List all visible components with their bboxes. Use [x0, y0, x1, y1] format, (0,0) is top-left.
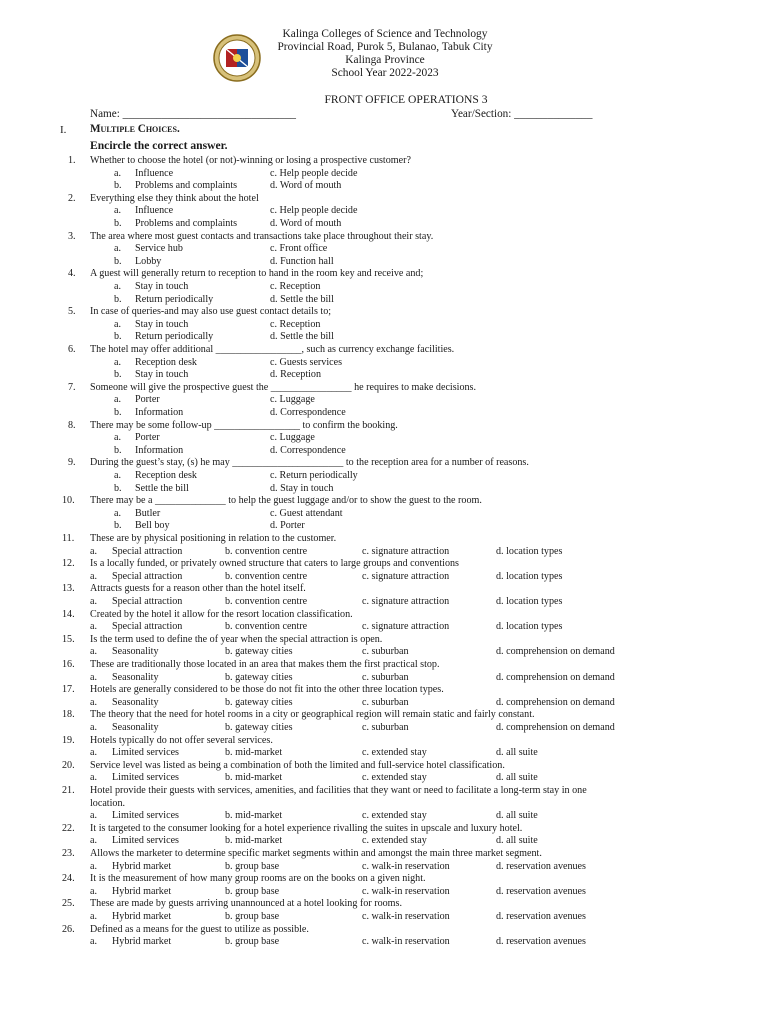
option-text: b. convention centre	[225, 545, 308, 557]
question-text: These are by physical positioning in relation to the customer.	[90, 533, 337, 544]
option-text: Information	[135, 444, 184, 456]
option-text: Porter	[135, 432, 160, 444]
option-letter: a.	[90, 810, 98, 822]
option-text: c. extended stay	[362, 810, 427, 822]
question-number: 19.	[62, 734, 75, 746]
option-text: b. gateway cities	[225, 722, 293, 733]
option-text: Influence	[135, 205, 174, 217]
option-text: c. signature attraction	[362, 570, 450, 582]
option-letter: a.	[114, 432, 122, 444]
option-text: Limited services	[112, 747, 179, 759]
question-number: 14.	[62, 608, 75, 620]
option-text: Limited services	[112, 810, 179, 822]
option-text: b. convention centre	[225, 621, 308, 633]
option-text: d. reservation avenues	[496, 911, 586, 922]
question-text: In case of queries-and may also use guest contact details to;	[90, 306, 332, 318]
question-number: 11.	[62, 533, 75, 544]
option-letter: a.	[90, 545, 98, 557]
option-letter: a.	[90, 646, 98, 658]
option-text: d. comprehension on demand	[496, 671, 615, 683]
option-text: d. Word of mouth	[270, 180, 342, 192]
question-number: 26.	[62, 923, 75, 935]
option-letter: a.	[90, 696, 98, 708]
question-number: 2.	[68, 192, 76, 204]
option-text: b. mid-market	[225, 810, 283, 822]
option-letter: b.	[114, 369, 122, 381]
question-text: Is the term used to define the of year when the special attraction is open.	[90, 633, 383, 645]
option-text: c. suburban	[362, 646, 409, 658]
option-text: c. Luggage	[270, 432, 315, 444]
instruction-text: Encircle the correct answer.	[90, 139, 228, 152]
option-text: b. gateway cities	[225, 696, 293, 708]
question-text: Is a locally funded, or privately owned structure that caters to large groups and conventions	[90, 558, 459, 570]
option-text: b. group base	[225, 936, 280, 948]
option-text: b. group base	[225, 911, 280, 922]
option-text: Problems and complaints	[135, 180, 238, 192]
option-text: c. walk-in reservation	[362, 911, 450, 922]
option-text: Return periodically	[135, 293, 214, 305]
option-text: Information	[135, 407, 184, 418]
question-text: Hotel provide their guests with services, amenities, and facilities that they want or need to facilitate a long-term stay in one	[90, 785, 587, 796]
option-letter: a.	[90, 835, 98, 847]
question-number: 25.	[62, 898, 75, 910]
option-letter: a.	[114, 318, 122, 330]
option-text: Butler	[135, 507, 161, 519]
year-section-field[interactable]: Year/Section: ______________	[451, 108, 593, 120]
question-text: Service level was listed as being a combination of both the limited and full-service hotel classification.	[90, 759, 505, 771]
option-text: c. Help people decide	[270, 167, 358, 179]
option-text: Limited services	[112, 772, 179, 784]
option-text: d. comprehension on demand	[496, 696, 615, 708]
option-text: Seasonality	[112, 646, 159, 658]
question-text: location.	[90, 797, 126, 809]
option-text: d. Correspondence	[270, 444, 346, 456]
question-text: During the guest’s stay, (s) he may ______________________ to the reception area for a number of reasons.	[90, 457, 529, 469]
option-text: Reception desk	[135, 470, 197, 481]
option-letter: a.	[90, 936, 98, 948]
option-text: c. suburban	[362, 671, 409, 683]
option-text: d. location types	[496, 596, 563, 607]
option-text: Return periodically	[135, 331, 214, 343]
question-text: Hotels are generally considered to be those do not fit into the other three location types.	[90, 684, 444, 696]
option-text: c. extended stay	[362, 772, 427, 784]
option-letter: a.	[90, 671, 98, 683]
question-number: 13.	[62, 583, 75, 595]
option-text: Special attraction	[112, 621, 183, 633]
option-text: d. comprehension on demand	[496, 646, 615, 658]
option-letter: a.	[114, 167, 122, 179]
option-text: d. comprehension on demand	[496, 722, 615, 733]
option-text: Hybrid market	[112, 885, 172, 897]
question-number: 23.	[62, 848, 75, 859]
option-text: d. Settle the bill	[270, 293, 334, 305]
option-text: Reception desk	[135, 356, 197, 368]
option-text: b. gateway cities	[225, 646, 293, 658]
question-text: There may be a ______________ to help the guest luggage and/or to show the guest to the room.	[90, 495, 482, 507]
question-number: 12.	[62, 558, 75, 570]
option-text: c. suburban	[362, 696, 409, 708]
option-letter: a.	[114, 205, 122, 217]
option-text: c. Reception	[270, 318, 321, 330]
option-text: c. Reception	[270, 281, 321, 292]
option-text: Stay in touch	[135, 281, 189, 292]
question-text: Whether to choose the hotel (or not)-winning or losing a prospective customer?	[90, 155, 411, 166]
option-text: d. all suite	[496, 810, 538, 822]
option-text: Hybrid market	[112, 911, 172, 922]
option-text: Problems and complaints	[135, 218, 238, 229]
section-title: Multiple Choices.	[90, 123, 180, 135]
option-letter: b.	[114, 482, 122, 494]
question-text: Hotels typically do not offer several services.	[90, 734, 273, 746]
option-letter: a.	[114, 394, 122, 406]
question-text: Everything else they think about the hotel	[90, 192, 259, 204]
option-letter: a.	[90, 860, 98, 872]
option-text: d. location types	[496, 570, 563, 582]
option-letter: a.	[114, 281, 122, 292]
option-text: b. group base	[225, 860, 280, 872]
option-text: c. signature attraction	[362, 596, 450, 607]
option-letter: b.	[114, 520, 122, 532]
question-number: 6.	[68, 344, 76, 355]
option-text: b. mid-market	[225, 772, 283, 784]
document-header	[0, 28, 768, 88]
question-text: The hotel may offer additional _________________, such as currency exchange facilities.	[90, 344, 455, 355]
option-letter: b.	[114, 293, 122, 305]
option-letter: a.	[90, 911, 98, 922]
school-info	[240, 28, 530, 80]
question-text: Defined as a means for the guest to utilize as possible.	[90, 923, 309, 935]
question-number: 15.	[62, 633, 75, 645]
option-text: c. walk-in reservation	[362, 860, 450, 872]
question-number: 10.	[62, 495, 75, 507]
option-text: b. convention centre	[225, 570, 308, 582]
option-text: c. Help people decide	[270, 205, 358, 217]
option-letter: a.	[90, 570, 98, 582]
option-letter: b.	[114, 444, 122, 456]
question-text: The theory that the need for hotel rooms in a city or geographical region will remain static and fairly constant.	[90, 709, 535, 721]
question-number: 5.	[68, 306, 76, 318]
question-text: Allows the marketer to determine specific market segments within and amongst the main three market segment.	[90, 848, 542, 859]
option-letter: a.	[114, 356, 122, 368]
question-number: 3.	[68, 230, 76, 242]
option-text: c. Return periodically	[270, 470, 358, 481]
option-text: d. Word of mouth	[270, 218, 342, 229]
option-text: c. signature attraction	[362, 545, 450, 557]
question-text: It is the measurement of how many group rooms are on the books on a given night.	[90, 873, 426, 885]
question-number: 24.	[62, 873, 75, 885]
option-text: d. location types	[496, 545, 563, 557]
question-number: 21.	[62, 785, 75, 796]
section-number: I.	[60, 124, 67, 136]
option-text: b. convention centre	[225, 596, 308, 607]
option-text: c. signature attraction	[362, 621, 450, 633]
question-number: 9.	[68, 457, 76, 469]
question-text: There may be some follow-up _________________ to confirm the booking.	[90, 419, 398, 431]
option-text: Special attraction	[112, 545, 183, 557]
option-text: Influence	[135, 167, 174, 179]
option-text: Special attraction	[112, 570, 183, 582]
option-text: c. Front office	[270, 243, 328, 255]
option-letter: a.	[90, 596, 98, 607]
option-text: c. suburban	[362, 722, 409, 733]
option-text: d. Settle the bill	[270, 331, 334, 343]
option-text: Stay in touch	[135, 369, 189, 381]
option-text: Seasonality	[112, 722, 159, 733]
option-text: c. walk-in reservation	[362, 885, 450, 897]
option-text: Seasonality	[112, 696, 159, 708]
question-number: 16.	[62, 659, 75, 670]
option-text: Lobby	[135, 255, 162, 267]
question-number: 20.	[62, 759, 75, 771]
option-letter: b.	[114, 407, 122, 418]
question-text: A guest will generally return to reception to hand in the room key and receive and;	[90, 268, 424, 280]
question-text: Someone will give the prospective guest the ________________ he requires to make decisions.	[90, 381, 477, 393]
option-text: d. Reception	[270, 369, 322, 381]
option-text: Hybrid market	[112, 936, 172, 948]
option-text: d. Porter	[270, 520, 305, 532]
option-text: d. reservation avenues	[496, 936, 586, 948]
option-text: d. Function hall	[270, 255, 334, 267]
option-text: Stay in touch	[135, 318, 189, 330]
option-text: c. extended stay	[362, 835, 427, 847]
option-text: b. mid-market	[225, 835, 283, 847]
option-letter: b.	[114, 218, 122, 229]
option-letter: a.	[90, 747, 98, 759]
option-letter: a.	[90, 621, 98, 633]
option-letter: b.	[114, 180, 122, 192]
option-text: d. location types	[496, 621, 563, 633]
question-number: 8.	[68, 419, 76, 431]
option-text: Hybrid market	[112, 860, 172, 872]
option-text: d. Correspondence	[270, 407, 346, 418]
option-letter: a.	[90, 885, 98, 897]
option-text: Limited services	[112, 835, 179, 847]
option-letter: b.	[114, 331, 122, 343]
name-field[interactable]: Name: _______________________________	[90, 108, 297, 120]
option-letter: a.	[114, 470, 122, 481]
option-text: b. mid-market	[225, 747, 283, 759]
question-text: These are traditionally those located in an area that makes them the first practical stop.	[90, 659, 440, 670]
option-text: d. all suite	[496, 772, 538, 784]
option-text: Bell boy	[135, 520, 170, 532]
question-text: It is targeted to the consumer looking for a hotel experience rivalling the suites in upscale and luxury hotel.	[90, 822, 523, 834]
question-text: These are made by guests arriving unannounced at a hotel looking for rooms.	[90, 898, 402, 910]
option-text: c. extended stay	[362, 747, 427, 759]
option-text: d. all suite	[496, 835, 538, 847]
school-address: Provincial Road, Purok 5, Bulanao, Tabuk City	[277, 41, 493, 53]
option-text: Seasonality	[112, 671, 159, 683]
option-text: Porter	[135, 394, 160, 406]
school-province: Kalinga Province	[345, 54, 425, 66]
question-number: 1.	[68, 155, 76, 166]
option-text: b. group base	[225, 885, 280, 897]
school-year: School Year 2022-2023	[331, 67, 439, 79]
option-letter: b.	[114, 255, 122, 267]
school-name: Kalinga Colleges of Science and Technology	[282, 28, 488, 40]
option-text: b. gateway cities	[225, 671, 293, 683]
option-letter: a.	[90, 722, 98, 733]
question-number: 22.	[62, 822, 75, 834]
question-number: 18.	[62, 709, 75, 721]
option-text: d. reservation avenues	[496, 885, 586, 897]
option-text: c. Guests services	[270, 356, 343, 368]
option-text: d. Stay in touch	[270, 482, 334, 494]
option-text: Special attraction	[112, 596, 183, 607]
option-text: c. Guest attendant	[270, 507, 343, 519]
question-text: The area where most guest contacts and transactions take place throughout their stay.	[90, 230, 434, 242]
option-text: d. reservation avenues	[496, 860, 586, 872]
option-text: Service hub	[135, 243, 183, 255]
option-text: c. Luggage	[270, 394, 315, 406]
option-letter: a.	[114, 507, 122, 519]
question-number: 7.	[68, 381, 76, 393]
question-text: Created by the hotel it allow for the resort location classification.	[90, 608, 353, 620]
option-text: c. walk-in reservation	[362, 936, 450, 948]
question-number: 17.	[62, 684, 75, 696]
option-letter: a.	[114, 243, 122, 255]
option-letter: a.	[90, 772, 98, 784]
exam-title: FRONT OFFICE OPERATIONS 3	[324, 93, 488, 106]
question-text: Attracts guests for a reason other than the hotel itself.	[90, 583, 306, 595]
option-text: d. all suite	[496, 747, 538, 759]
option-text: Settle the bill	[135, 482, 189, 494]
question-number: 4.	[68, 268, 76, 280]
